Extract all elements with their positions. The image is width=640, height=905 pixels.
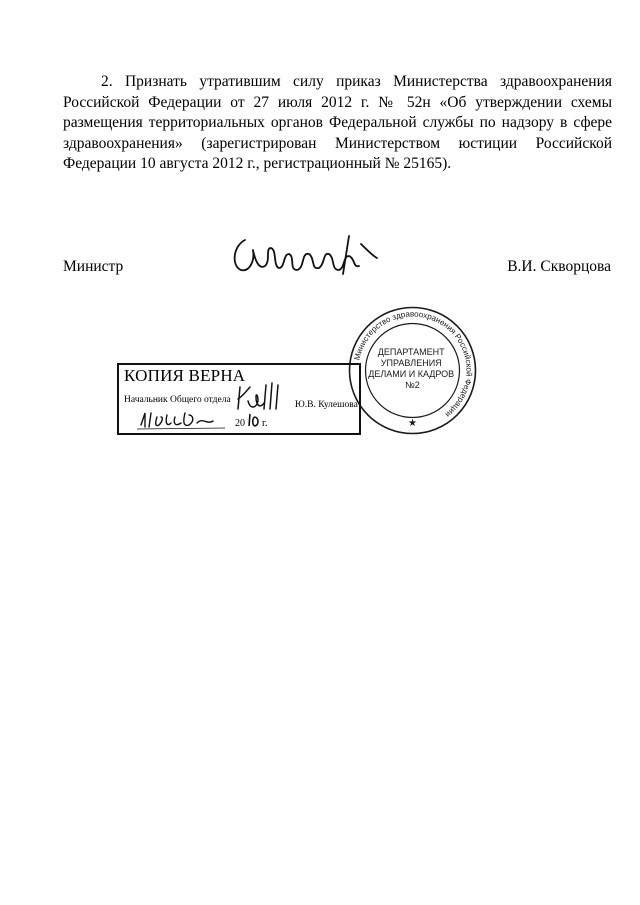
minister-label: Министр bbox=[63, 258, 124, 275]
copy-stamp-role: Начальник Общего отдела bbox=[124, 395, 231, 405]
copy-stamp-year-suffix: г. bbox=[262, 418, 268, 429]
copy-stamp-title: КОПИЯ ВЕРНА bbox=[124, 366, 246, 385]
seal-line-3: ДЕЛАМИ И КАДРОВ bbox=[368, 369, 455, 379]
seal-line-2: УПРАВЛЕНИЯ bbox=[380, 358, 442, 368]
department-seal bbox=[345, 303, 480, 438]
copy-stamp-person: Ю.В. Кулешова bbox=[295, 400, 358, 410]
copy-stamp-year-prefix: 20 bbox=[235, 418, 245, 429]
seal-line-1: ДЕПАРТАМЕНТ bbox=[377, 347, 445, 357]
copy-stamp-year-handwritten bbox=[247, 411, 261, 429]
minister-name: В.И. Скворцова bbox=[507, 258, 611, 275]
copy-stamp-signature bbox=[234, 381, 294, 415]
seal-line-4: №2 bbox=[405, 380, 420, 390]
svg-text:ДЕПАРТАМЕНТ УПРАВЛЕНИЯ bbox=[368, 347, 456, 390]
minister-signature bbox=[225, 226, 385, 282]
seal-star-icon: ★ bbox=[408, 418, 417, 429]
seal-ring-text: Министерство здравоохранения Российской Федерации bbox=[352, 309, 474, 420]
copy-stamp-date-handwritten bbox=[137, 409, 229, 431]
copy-stamp bbox=[117, 363, 361, 435]
order-paragraph: 2. Признать утратившим силу приказ Министерства здравоохранения Российской Федерации от 27 июля 2012 г. № 52н «Об утверждении схемы размещения территориальных органов Федеральной службы по надзору в сфере здравоохранения» (зарегистрирован Министерством юстиции Российской Федерации 10 августа 2012 г., регистрационный № 25165). bbox=[63, 73, 612, 172]
